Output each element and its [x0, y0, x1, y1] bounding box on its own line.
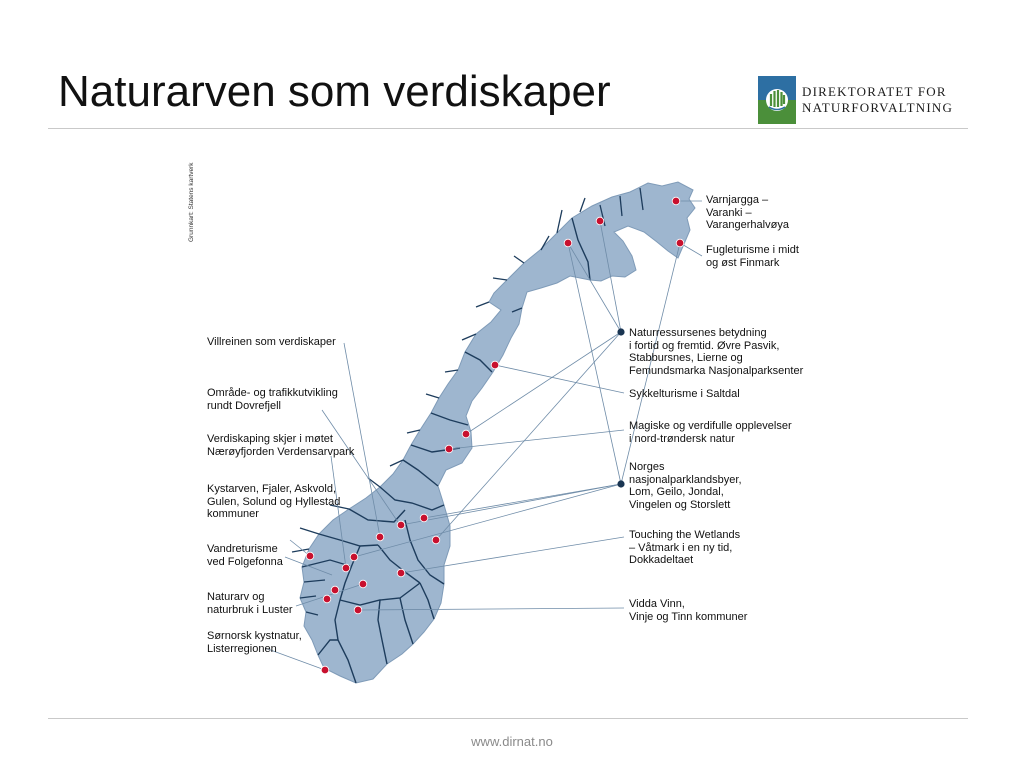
- label-naturarv: Naturarv og naturbruk i Luster: [207, 591, 293, 616]
- marker-dokkadeltaet: [397, 569, 405, 577]
- marker-lister: [321, 666, 329, 674]
- marker-folgefonna: [323, 595, 331, 603]
- map-credit: Grunnkart: Statens kartverk: [188, 162, 195, 242]
- label-norges: Norges nasjonalparklandsbyer, Lom, Geilo, Jondal, Vingelen og Storslett: [629, 461, 742, 511]
- footer-url: www.dirnat.no: [471, 734, 553, 749]
- leader-norges-2: [424, 484, 621, 518]
- label-kystarven: Kystarven, Fjaler, Askvold, Gulen, Solund og Hyllestad kommuner: [207, 483, 341, 520]
- marker-dovrefjell: [397, 521, 405, 529]
- footer-divider: [48, 718, 968, 719]
- hub-markers: [617, 328, 624, 487]
- marker-saltdal: [491, 361, 499, 369]
- label-varnjargga: Varnjargga – Varanki – Varangerhalvøya: [706, 194, 789, 231]
- marker-lom: [376, 533, 384, 541]
- hub-naturressursenes: [617, 328, 624, 335]
- label-villreinen: Villreinen som verdiskaper: [207, 336, 336, 348]
- label-touching: Touching the Wetlands – Våtmark i en ny tid, Dokkadeltaet: [629, 529, 741, 566]
- label-omrade: Område- og trafikkutvikling rundt Dovrefjell: [207, 387, 338, 412]
- marker-naeroyfjorden: [342, 564, 350, 572]
- label-magiske: Magiske og verdifulle opplevelser i nord-trøndersk natur: [629, 420, 792, 445]
- label-sornorsk: Sørnorsk kystnatur, Listerregionen: [207, 630, 302, 655]
- label-naturressursenes: Naturressursenes betydning i fortid og fremtid. Øvre Pasvik, Stabbursnes, Lierne og Femundsmarka Nasjonalparksenter: [629, 327, 804, 377]
- marker-vingelen: [420, 514, 428, 522]
- marker-luster: [350, 553, 358, 561]
- leader-magiske: [449, 430, 624, 449]
- logo-line-1: DIREKTORATET FOR: [802, 84, 947, 99]
- slide-title: Naturarven som verdiskaper: [58, 67, 611, 116]
- marker-vinje-tinn: [354, 606, 362, 614]
- leader-sykkelturisme: [495, 365, 624, 393]
- marker-stabbursnes: [596, 217, 604, 225]
- marker-femundsmarka: [432, 536, 440, 544]
- label-vidda: Vidda Vinn, Vinje og Tinn kommuner: [629, 598, 748, 623]
- label-verdiskaping: Verdiskaping skjer i møtet Nærøyfjorden Verdensarvpark: [207, 433, 355, 458]
- marker-fugleturisme: [676, 239, 684, 247]
- marker-jondal: [331, 586, 339, 594]
- label-fugleturisme: Fugleturisme i midt og øst Finmark: [706, 244, 799, 269]
- marker-varnjargga: [672, 197, 680, 205]
- marker-nord-trondelag: [445, 445, 453, 453]
- label-sykkelturisme: Sykkelturisme i Saltdal: [629, 388, 740, 400]
- hub-norges: [617, 480, 624, 487]
- marker-storslett: [564, 239, 572, 247]
- logo-line-2: NATURFORVALTNING: [802, 100, 954, 115]
- label-vandreturisme: Vandreturisme ved Folgefonna: [207, 543, 283, 568]
- marker-geilo: [359, 580, 367, 588]
- marker-kystarven: [306, 552, 314, 560]
- marker-lierne: [462, 430, 470, 438]
